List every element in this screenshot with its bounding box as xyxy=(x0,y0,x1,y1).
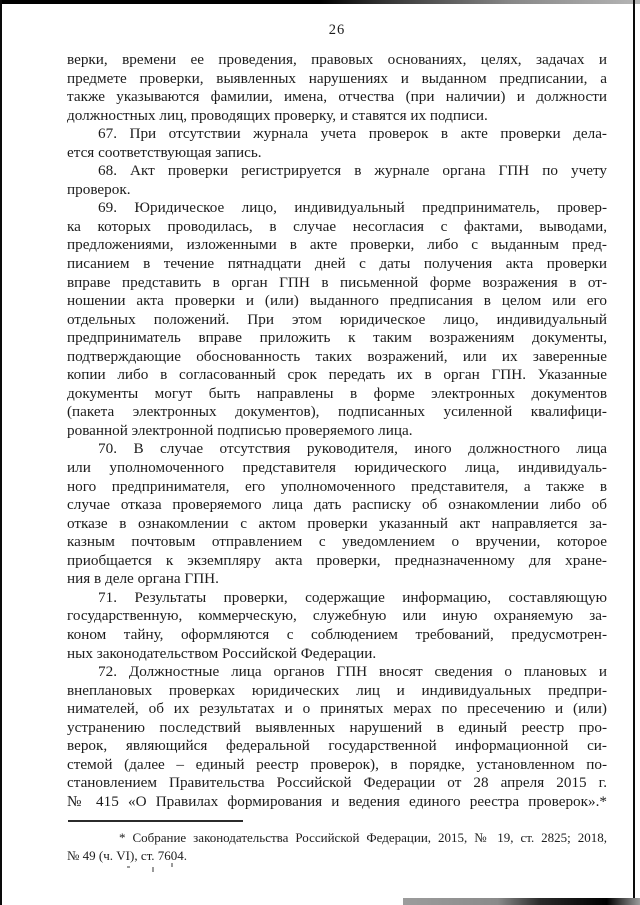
text-line: копии либо в согласованный срок передать их в орган ГПН. Указанные xyxy=(67,366,607,384)
footnote-line: * Собрание законодательства Российской Федерации, 2015, № 19, ст. 2825; 2018, xyxy=(119,830,607,845)
text-line: ка которых проводилась, в случае несогласия с фактами, выводами, xyxy=(67,217,607,235)
text-line: также указываются фамилии, имена, отчества (при наличии) и должности xyxy=(67,88,607,106)
text-line: верок, являющийся федеральной государственной информационной си- xyxy=(67,737,607,755)
text-line: должностных лиц, проводящих проверку, и ставятся их подписи. xyxy=(67,106,488,124)
text-line: 69. Юридическое лицо, индивидуальный предприниматель, провер- xyxy=(98,199,607,217)
scan-edge-left xyxy=(0,0,2,905)
document-body-text xyxy=(67,51,607,811)
footnote-separator-rule xyxy=(68,820,243,822)
text-line: нимателей, об их результатах и о принятых мерах по пресечению и (или) xyxy=(67,700,607,718)
scan-artifact-speck xyxy=(171,863,173,867)
text-line: ния в деле органа ГПН. xyxy=(67,570,219,588)
scan-edge-top xyxy=(0,0,640,4)
scan-edge-right xyxy=(633,0,635,905)
text-line: внеплановых проверках юридических лиц и индивидуальных предпри- xyxy=(67,681,607,699)
text-line: документы могут быть направлены в форме электронных документов xyxy=(67,384,607,402)
scan-artifact-speck xyxy=(127,866,130,868)
text-line: государственную, коммерческую, служебную или иную охраняемую за- xyxy=(67,607,607,625)
text-line: № 415 «О Правилах формирования и ведения единого реестра проверок».* xyxy=(67,792,607,810)
text-line: ношении акта проверки и (или) выданного предписания в целом или его xyxy=(67,292,607,310)
text-line: верки, времени ее проведения, правовых основаниях, целях, задачах и xyxy=(67,51,607,68)
text-line: 70. В случае отсутствия руководителя, иного должностного лица xyxy=(98,440,607,458)
text-line: случае отказа проверяемого лица дать расписку об ознакомлении либо об xyxy=(67,496,607,514)
text-line: ных законодательством Российской Федерации. xyxy=(67,644,377,662)
text-line: (пакета электронных документов), подписанных усиленной квалифици- xyxy=(67,403,607,421)
text-line: предприниматель вправе приложить к таким возражениям документы, xyxy=(67,329,607,347)
footnote-line: № 49 (ч. VI), ст. 7604. xyxy=(67,848,188,864)
text-line: писанием в течение пятнадцати дней с даты получения акта проверки xyxy=(67,255,607,273)
text-line: предложениями, изложенными в акте проверки, либо с выданным пред- xyxy=(67,236,607,254)
text-line: коном тайну, оформляются с соблюдением требований, предусмотрен- xyxy=(67,625,607,643)
text-line: казным почтовым отправлением с уведомлением о вручении, которое xyxy=(67,533,607,551)
text-line: 72. Должностные лица органов ГПН вносят сведения о плановых и xyxy=(98,663,607,681)
text-line: ного предпринимателя, его уполномоченного представителя, а также в xyxy=(67,477,607,495)
text-line: подтверждающие обоснованность таких возражений, или их заверенные xyxy=(67,347,607,365)
text-line: предмете проверки, выявленных нарушениях и выданном предписании, а xyxy=(67,69,607,87)
page-number: 26 xyxy=(328,22,346,38)
footnote-text xyxy=(67,829,607,866)
scan-artifact-speck xyxy=(152,867,154,872)
text-line: 67. При отсутствии журнала учета проверок в акте проверки дела- xyxy=(98,125,607,143)
text-line: рованной электронной подписью проверяемого лица. xyxy=(67,421,413,439)
text-line: приобщается к экземпляру акта проверки, предназначенному для хране- xyxy=(67,551,607,569)
text-line: становлением Правительства Российской Федерации от 28 апреля 2015 г. xyxy=(67,774,607,792)
text-line: вправе представить в орган ГПН в письменной форме возражения в от- xyxy=(67,273,607,291)
text-line: стемой (далее – единый реестр проверок), в порядке, установленном по- xyxy=(67,755,607,773)
text-line: или уполномоченного представителя юридического лица, индивидуаль- xyxy=(67,459,607,477)
text-line: отказе в ознакомлении с актом проверки указанный акт направляется за- xyxy=(67,514,607,532)
text-line: проверок. xyxy=(67,180,131,198)
text-line: ется соответствующая запись. xyxy=(67,143,262,161)
text-line: 68. Акт проверки регистрируется в журнале органа ГПН по учету xyxy=(98,162,607,180)
text-line: устранению последствий выявленных нарушений в единый реестр про- xyxy=(67,718,607,736)
text-line: 71. Результаты проверки, содержащие информацию, составляющую xyxy=(98,588,607,606)
scan-edge-bottom xyxy=(403,898,640,905)
text-line: отдельных положений. При этом юридическое лицо, индивидуальный xyxy=(67,310,607,328)
footnote xyxy=(67,820,607,866)
